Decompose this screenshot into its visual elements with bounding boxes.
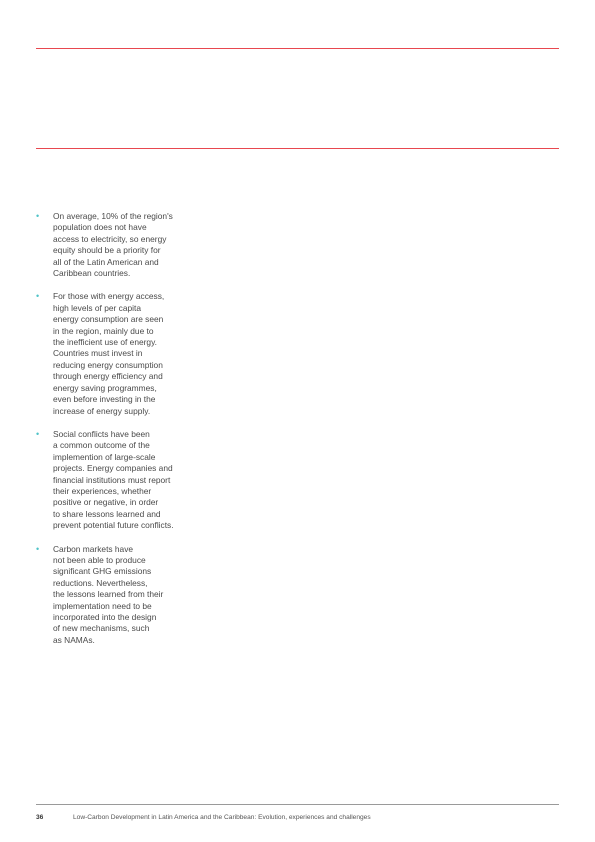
bullet-icon: •: [36, 428, 40, 439]
bullet-text-line: all of the Latin American and: [53, 256, 159, 267]
bullet-text-line: positive or negative, in order: [53, 497, 159, 508]
bullet-item-energy-consumption: [36, 291, 206, 416]
header-divider: [36, 148, 559, 149]
bullet-text-line: to share lessons learned and: [53, 508, 161, 519]
page-number: 36: [36, 814, 44, 821]
bullet-text-line: financial institutions must report: [53, 474, 171, 485]
running-footer-title: Low-Carbon Development in Latin America and the Caribbean: Evolution, experiences and challenges: [73, 814, 371, 821]
bullet-text-line: population does not have: [53, 222, 147, 233]
bullet-text-line: even before investing in the: [53, 394, 156, 405]
bullet-text-line: implementation need to be: [53, 600, 152, 611]
bullet-text-line: a common outcome of the: [53, 440, 150, 451]
bullet-text-line: their experiences, whether: [53, 485, 152, 496]
bullet-text-line: increase of energy supply.: [53, 405, 151, 416]
bullet-text-line: For those with energy access,: [53, 291, 165, 302]
bullet-icon: •: [36, 211, 40, 221]
bullet-text-line: Carbon markets have: [53, 543, 134, 554]
bullet-text-line: Countries must invest in: [53, 348, 143, 359]
bullet-text-line: of new mechanisms, such: [53, 623, 150, 634]
bullet-icon: •: [36, 543, 40, 554]
bullet-text-line: reductions. Nevertheless,: [53, 577, 148, 588]
footer-divider: [36, 804, 559, 805]
bullet-text-line: On average, 10% of the region's: [53, 211, 173, 221]
bullet-text-line: as NAMAs.: [53, 634, 95, 645]
bullet-item-electricity-access: [36, 211, 206, 279]
bullet-icon: •: [36, 291, 40, 302]
bullet-text-line: Caribbean countries.: [53, 268, 131, 279]
bullet-text-line: significant GHG emissions: [53, 566, 152, 577]
bullet-text-line: access to electricity, so energy: [53, 233, 167, 244]
bullet-text-line: Social conflicts have been: [53, 428, 150, 439]
bullet-text-line: the lessons learned from their: [53, 589, 164, 600]
bullet-text-line: reducing energy consumption: [53, 359, 163, 370]
bullet-item-social-conflicts: [36, 429, 206, 532]
bullet-text-line: energy saving programmes,: [53, 382, 157, 393]
bullet-item-carbon-markets: [36, 544, 206, 647]
bullet-text-line: through energy efficiency and: [53, 371, 163, 382]
bullet-text-line: not been able to produce: [53, 554, 146, 565]
bullet-text-line: equity should be a priority for: [53, 245, 161, 256]
bullet-text-line: projects. Energy companies and: [53, 463, 173, 474]
bullet-text-line: the inefficient use of energy.: [53, 337, 157, 348]
bullet-text-line: incorporated into the design: [53, 612, 157, 622]
bullet-text-line: implemention of large-scale: [53, 451, 156, 462]
top-divider: [36, 48, 559, 49]
bullet-text-line: high levels of per capita: [53, 302, 141, 313]
bullet-text-line: in the region, mainly due to: [53, 325, 154, 336]
bullet-list: [36, 211, 206, 658]
bullet-text-line: energy consumption are seen: [53, 314, 164, 325]
bullet-text-line: prevent potential future conflicts.: [53, 520, 174, 531]
